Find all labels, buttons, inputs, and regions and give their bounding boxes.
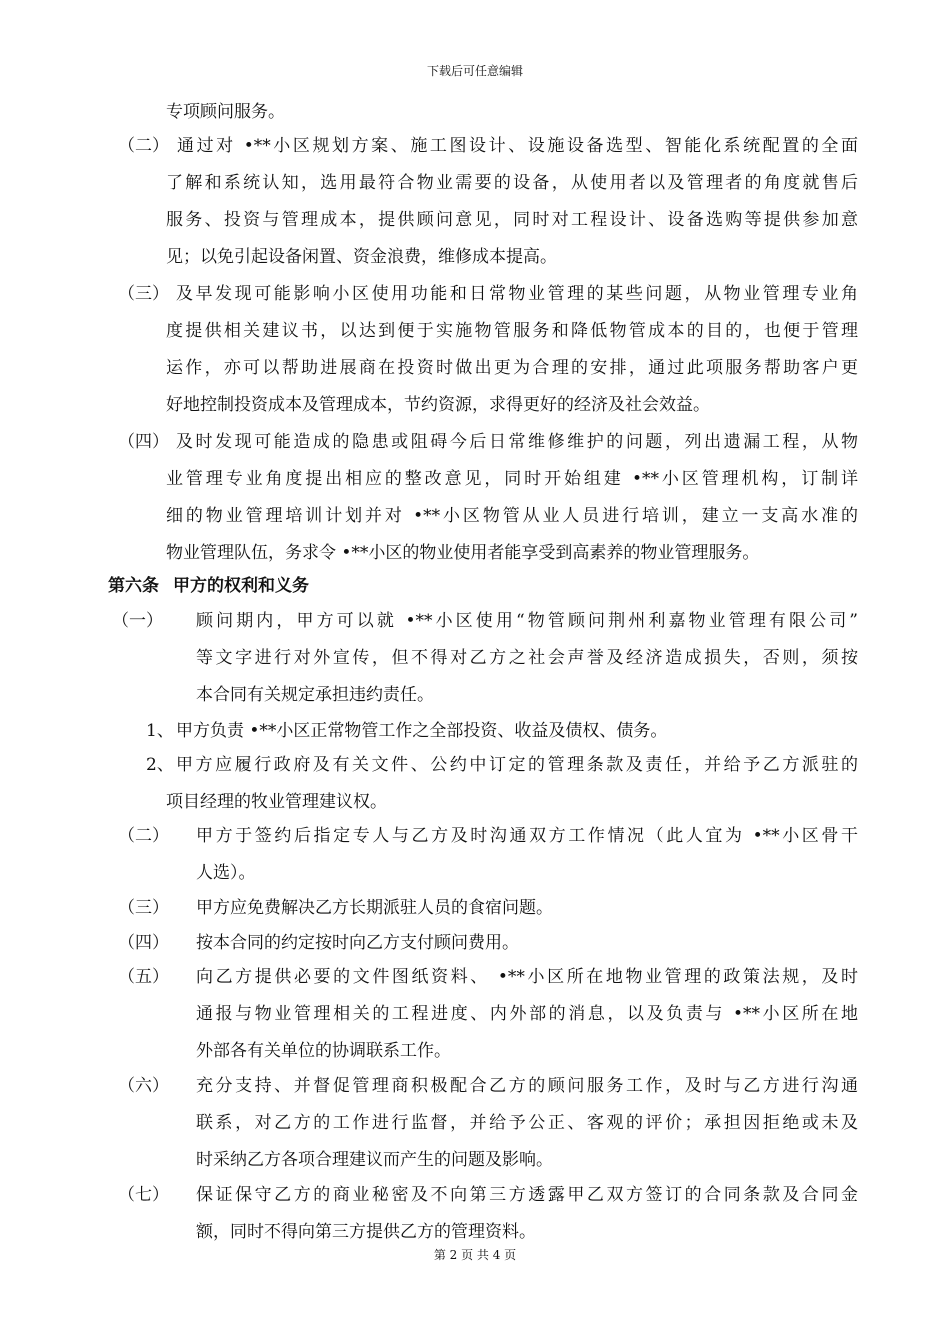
section-number: 第六条 bbox=[108, 576, 159, 596]
text-line: 等文字进行对外宣传，但不得对乙方之社会声誉及经济造成损失，否则，须按 bbox=[196, 648, 858, 668]
text-line: 及时发现可能造成的隐患或阻碍今后日常维修维护的问题，列出遗漏工程，从物 bbox=[176, 432, 858, 452]
text-line: 时采纳乙方各项合理建议而产生的问题及影响。 bbox=[196, 1150, 553, 1170]
text-line: 人选）。 bbox=[196, 863, 256, 883]
item-number: （四） bbox=[118, 933, 169, 953]
text-line: 保证保守乙方的商业秘密及不向第三方透露甲乙双方签订的合同条款及合同金 bbox=[196, 1185, 858, 1205]
text-line: 项目经理的牧业管理建议权。 bbox=[166, 792, 387, 812]
text-line: 业管理专业角度提出相应的整改意见，同时开始组建 •**小区管理机构，订制详 bbox=[166, 469, 858, 489]
text-line: 及早发现可能影响小区使用功能和日常物业管理的某些问题，从物业管理专业角 bbox=[176, 284, 858, 304]
text-line: 度提供相关建议书，以达到便于实施物管服务和降低物管成本的目的，也便于管理 bbox=[166, 321, 858, 341]
text-line: 甲方应免费解决乙方长期派驻人员的食宿问题。 bbox=[196, 898, 553, 918]
text-line: 外部各有关单位的协调联系工作。 bbox=[196, 1041, 451, 1061]
text-line: 了解和系统认知，选用最符合物业需要的设备，从使用者以及管理者的角度就售后 bbox=[166, 173, 858, 193]
text-line: 好地控制投资成本及管理成本，节约资源，求得更好的经济及社会效益。 bbox=[166, 395, 710, 415]
text-line: 见；以免引起设备闲置、资金浪费，维修成本提高。 bbox=[166, 247, 557, 267]
page-header: 下载后可任意编辑 bbox=[426, 64, 523, 78]
text-line: 物业管理队伍，务求令 •**小区的物业使用者能享受到高素养的物业管理服务。 bbox=[166, 543, 760, 563]
page-footer: 第 2 页 共 4 页 bbox=[433, 1248, 517, 1262]
text-line: 甲方应履行政府及有关文件、公约中订定的管理条款及责任，并给予乙方派驻的 bbox=[176, 755, 858, 775]
text-line: 联系，对乙方的工作进行监督，并给予公正、客观的评价；承担因拒绝或未及 bbox=[196, 1113, 858, 1133]
text-line: 充分支持、并督促管理商积极配合乙方的顾问服务工作，及时与乙方进行沟通 bbox=[196, 1076, 858, 1096]
text-line: 按本合同的约定按时向乙方支付顾问费用。 bbox=[196, 933, 519, 953]
text-line: 专项顾问服务。 bbox=[166, 102, 285, 122]
continuation-paragraph bbox=[166, 94, 285, 131]
item-number: （一） bbox=[112, 611, 163, 631]
item-number: （六） bbox=[118, 1076, 169, 1096]
item-number: （七） bbox=[118, 1185, 169, 1205]
text-line: 向乙方提供必要的文件图纸资料、 •**小区所在地物业管理的政策法规，及时 bbox=[196, 967, 858, 987]
text-line: 顾问期内，甲方可以就 •**小区使用“物管顾问荆州利嘉物业管理有限公司” bbox=[196, 611, 858, 631]
section-title: 甲方的权利和义务 bbox=[173, 576, 309, 596]
text-line: 细的物业管理培训计划并对 •**小区物管从业人员进行培训，建立一支高水准的 bbox=[166, 506, 858, 526]
text-line: 甲方负责 •**小区正常物管工作之全部投资、收益及债权、债务。 bbox=[176, 721, 668, 741]
text-line: 甲方于签约后指定专人与乙方及时沟通双方工作情况（此人宜为 •**小区骨干 bbox=[196, 826, 858, 846]
section-heading bbox=[108, 568, 309, 605]
text-line: 通过对 •**小区规划方案、施工图设计、设施设备选型、智能化系统配置的全面 bbox=[177, 136, 858, 156]
item-number: （四） bbox=[118, 432, 169, 452]
item-number: （二） bbox=[118, 826, 169, 846]
item-number: （二） bbox=[118, 136, 169, 156]
text-line: 服务、投资与管理成本，提供顾问意见，同时对工程设计、设备选购等提供参加意 bbox=[166, 210, 858, 230]
sub-item-number: 1、 bbox=[146, 721, 174, 741]
sub-item-number: 2、 bbox=[146, 755, 174, 775]
item-number: （五） bbox=[118, 967, 169, 987]
text-line: 通报与物业管理相关的工程进度、内外部的消息，以及负责与 •**小区所在地 bbox=[196, 1004, 858, 1024]
text-line: 运作，亦可以帮助进展商在投资时做出更为合理的安排，通过此项服务帮助客户更 bbox=[166, 358, 858, 378]
item-number: （三） bbox=[118, 898, 169, 918]
text-line: 额，同时不得向第三方提供乙方的管理资料。 bbox=[196, 1222, 536, 1242]
item-number: （三） bbox=[118, 284, 169, 304]
text-line: 本合同有关规定承担违约责任。 bbox=[196, 685, 434, 705]
